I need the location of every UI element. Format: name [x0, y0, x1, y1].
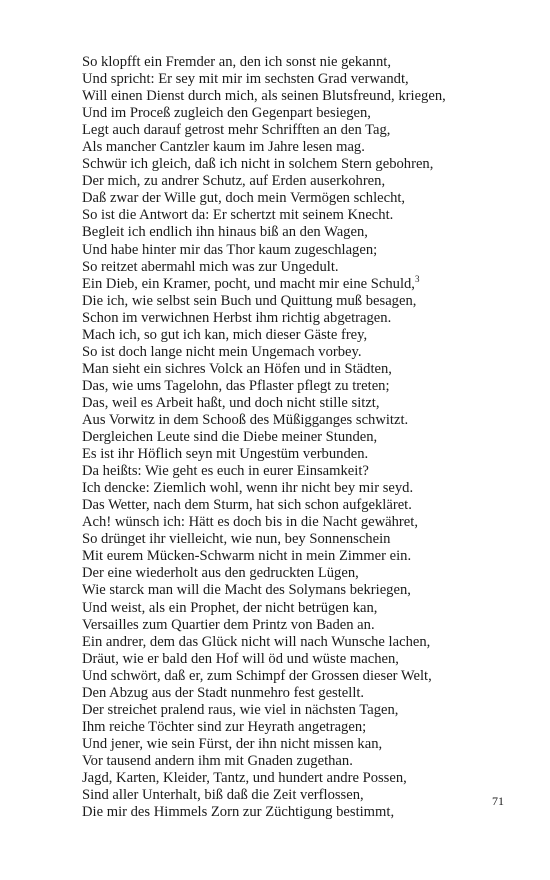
poem-line: Der eine wiederholt aus den gedruckten Lügen,: [82, 565, 359, 582]
poem-line: Aus Vorwitz in dem Schooß des Müßigganges schwitzt.: [82, 411, 409, 428]
poem-line: Den Abzug aus der Stadt nunmehro fest gestellt.: [82, 684, 365, 701]
poem-line: Versailles zum Quartier dem Printz von Baden an.: [82, 616, 375, 633]
poem-line: Das Wetter, nach dem Sturm, hat sich schon aufgekläret.: [82, 497, 412, 514]
poem-line: Der mich, zu andrer Schutz, auf Erden auserkohren,: [82, 173, 386, 190]
poem-line: Vor tausend andern ihm mit Gnaden zugethan.: [82, 752, 353, 769]
poem-line: Ich dencke: Ziemlich wohl, wenn ihr nicht bey mir seyd.: [82, 480, 414, 497]
poem-line: So klopfft ein Fremder an, den ich sonst nie gekannt,: [82, 54, 391, 70]
poem-line: Will einen Dienst durch mich, als seinen Blutsfreund, kriegen,: [82, 88, 446, 105]
poem-line: Ihm reiche Töchter sind zur Heyrath angetragen;: [82, 718, 367, 735]
poem-line: Dräut, wie er bald den Hof will öd und wüste machen,: [82, 650, 399, 667]
poem-line: Das, weil es Arbeit haßt, und doch nicht stille sitzt,: [82, 394, 380, 411]
poem-line: Und im Proceß zugleich den Gegenpart besiegen,: [82, 105, 371, 122]
poem-line: So drünget ihr vielleicht, wie nun, bey Sonnenschein: [82, 531, 391, 548]
poem-line: Der streichet pralend raus, wie viel in nächsten Tagen,: [82, 701, 399, 718]
poem-line: Und spricht: Er sey mit mir im sechsten Grad verwandt,: [82, 71, 409, 88]
poem-line: Schon im verwichnen Herbst ihm richtig abgetragen.: [82, 309, 392, 326]
poem-line: Sind aller Unterhalt, biß daß die Zeit verflossen,: [82, 787, 364, 804]
poem-line: Und jener, wie sein Fürst, der ihn nicht missen kan,: [82, 735, 383, 752]
poem-line: Die ich, wie selbst sein Buch und Quittung muß besagen,: [82, 292, 417, 309]
poem-line: So ist doch lange nicht mein Ungemach vorbey.: [82, 343, 362, 360]
page-number: 71: [492, 794, 504, 808]
poem-text: [82, 54, 522, 821]
poem-line: Mach ich, so gut ich kan, mich dieser Gäste frey,: [82, 326, 368, 343]
poem-line: Man sieht ein sichres Volck an Höfen und in Städten,: [82, 360, 392, 377]
poem-line: Und weist, als ein Prophet, der nicht betrügen kan,: [82, 599, 378, 616]
poem-line: Das, wie ums Tagelohn, das Pflaster pflegt zu treten;: [82, 377, 390, 394]
poem-line: So ist die Antwort da: Er schertzt mit seinem Knecht.: [82, 207, 394, 224]
poem-line: Ach! wünsch ich: Hätt es doch bis in die Nacht gewähret,: [82, 514, 418, 531]
poem-line: Und schwört, daß er, zum Schimpf der Grossen dieser Welt,: [82, 667, 432, 684]
poem-line: Es ist ihr Höflich seyn mit Ungestüm verbunden.: [82, 446, 369, 463]
poem-line: Ein andrer, dem das Glück nicht will nach Wunsche lachen,: [82, 633, 431, 650]
poem-line: Als mancher Cantzler kaum im Jahre lesen mag.: [82, 139, 365, 156]
poem-line: Schwür ich gleich, daß ich nicht in solchem Stern gebohren,: [82, 156, 434, 173]
poem-line: Jagd, Karten, Kleider, Tantz, und hundert andre Possen,: [82, 769, 407, 786]
poem-line: Und habe hinter mir das Thor kaum zugeschlagen;: [82, 241, 378, 258]
poem-line: Die mir des Himmels Zorn zur Züchtigung bestimmt,: [82, 804, 395, 821]
poem-line: Mit eurem Mücken-Schwarm nicht in mein Zimmer ein.: [82, 548, 412, 565]
footnote-marker: 3: [414, 273, 420, 284]
poem-line: Wie starck man will die Macht des Solymans bekriegen,: [82, 582, 411, 599]
poem-line: So reitzet abermahl mich was zur Ungedult.: [82, 258, 339, 275]
poem-line: Da heißts: Wie geht es euch in eurer Einsamkeit?: [82, 463, 369, 480]
poem-line: Legt auch darauf getrost mehr Schrifften an den Tag,: [82, 122, 391, 139]
poem-line: Begleit ich endlich ihn hinaus biß an den Wagen,: [82, 224, 368, 241]
poem-line-with-footnote: [82, 273, 522, 293]
poem-line: Dergleichen Leute sind die Diebe meiner Stunden,: [82, 429, 378, 446]
poem-line: Daß zwar der Wille gut, doch mein Vermögen schlecht,: [82, 190, 406, 207]
poem-line-text: Ein Dieb, ein Kramer, pocht, und macht mir eine Schuld,: [82, 275, 415, 292]
